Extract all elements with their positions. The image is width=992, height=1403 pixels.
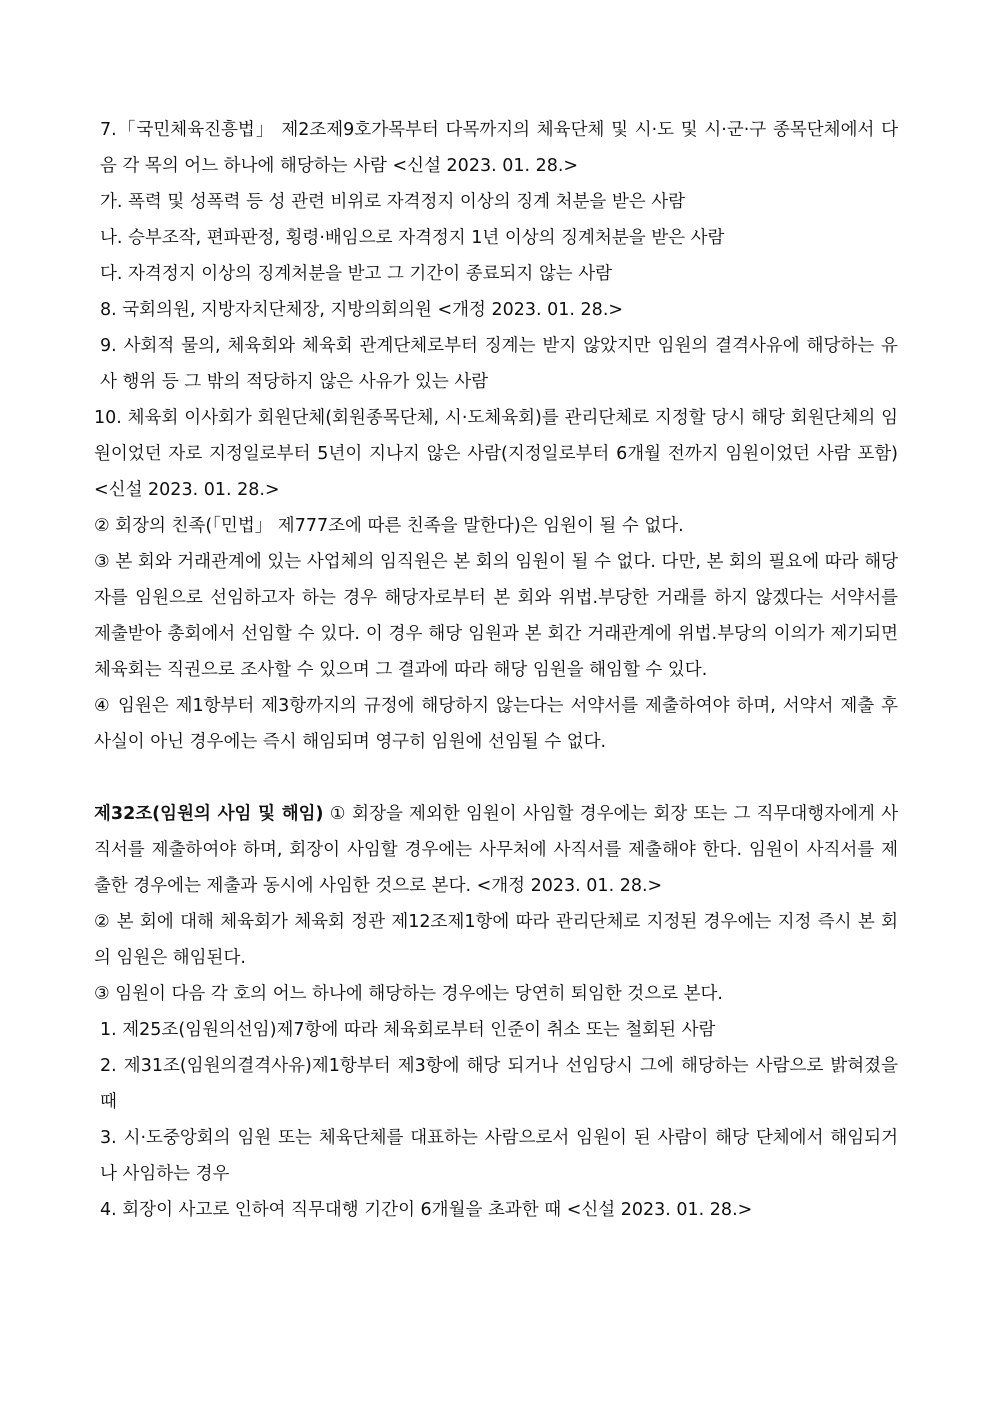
item-9: 9. 사회적 물의, 체육회와 체육회 관계단체로부터 징계는 받지 않았지만 임원의 결격사유에 해당하는 유사 행위 등 그 밖의 적당하지 않은 사유가 있는 사람 [100, 336, 898, 392]
article-32-heading: 제32조(임원의 사임 및 해임) [94, 804, 324, 824]
article-32-item-2: 2. 제31조(임원의결격사유)제1항부터 제3항에 해당 되거나 선임당시 그에 해당하는 사람으로 밝혀졌을 때 [100, 1056, 898, 1112]
clause-4: ④ 임원은 제1항부터 제3항까지의 규정에 해당하지 않는다는 서약서를 제출하여야 하며, 서약서 제출 후 사실이 아닌 경우에는 즉시 해임되며 영구히 임원에 선임될 수 없다. [94, 696, 898, 752]
sub-item-na: 나. 승부조작, 편파판정, 횡령·배임으로 자격정지 1년 이상의 징계처분을 받은 사람 [100, 228, 725, 248]
item-7: 7.「국민체육진흥법」 제2조제9호가목부터 다목까지의 체육단체 및 시·도 및 시·군·구 종목단체에서 다음 각 목의 어느 하나에 해당하는 사람 <신설 2023. 01. 28.> [100, 120, 898, 176]
article-32-clause-1-text: ① 회장을 제외한 임원이 사임할 경우에는 회장 또는 그 직무대행자에게 사직서를 제출하여야 하며, 회장이 사임할 경우에는 사무처에 사직서를 제출해야 한다. 임원이 사직서를 제출한 경우에는 제출과 동시에 사임한 것으로 본다. <개정 2023. 01. 28.> [94, 804, 898, 896]
article-32-item-1: 1. 제25조(임원의선임)제7항에 따라 체육회로부터 인준이 취소 또는 철회된 사람 [100, 1020, 716, 1040]
clause-2: ② 회장의 친족(「민법」 제777조에 따른 친족을 말한다)은 임원이 될 수 없다. [94, 516, 684, 536]
sub-item-ga: 가. 폭력 및 성폭력 등 성 관련 비위로 자격정지 이상의 징계 처분을 받은 사람 [100, 192, 686, 212]
sub-item-da: 다. 자격정지 이상의 징계처분을 받고 그 기간이 종료되지 않는 사람 [100, 264, 613, 284]
article-32-clause-1 [94, 796, 898, 904]
document-page [94, 112, 898, 1228]
paragraph-gap [94, 760, 898, 796]
article-32-clause-3: ③ 임원이 다음 각 호의 어느 하나에 해당하는 경우에는 당연히 퇴임한 것으로 본다. [94, 984, 723, 1004]
article-32-clause-2: ② 본 회에 대해 체육회가 체육회 정관 제12조제1항에 따라 관리단체로 지정된 경우에는 지정 즉시 본 회의 임원은 해임된다. [94, 912, 898, 968]
clause-3: ③ 본 회와 거래관계에 있는 사업체의 임직원은 본 회의 임원이 될 수 없다. 다만, 본 회의 필요에 따라 해당자를 임원으로 선임하고자 하는 경우 해당자로부터 본 회와 위법.부당한 거래를 하지 않겠다는 서약서를 제출받아 총회에서 선임할 수 있다. 이 경우 해당 임원과 본 회간 거래관계에 위법.부당의 이의가 제기되면 체육회는 직권으로 조사할 수 있으며 그 결과에 따라 해당 임원을 해임할 수 있다. [94, 552, 898, 680]
item-8: 8. 국회의원, 지방자치단체장, 지방의회의원 <개정 2023. 01. 28.> [100, 300, 624, 320]
article-32-item-3: 3. 시·도중앙회의 임원 또는 체육단체를 대표하는 사람으로서 임원이 된 사람이 해당 단체에서 해임되거나 사임하는 경우 [100, 1128, 898, 1184]
article-32-item-4: 4. 회장이 사고로 인하여 직무대행 기간이 6개월을 초과한 때 <신설 2023. 01. 28.> [100, 1200, 753, 1220]
item-10: 10. 체육회 이사회가 회원단체(회원종목단체, 시·도체육회)를 관리단체로 지정할 당시 해당 회원단체의 임원이었던 자로 지정일로부터 5년이 지나지 않은 사람(지정일로부터 6개월 전까지 임원이었던 사람 포함) <신설 2023. 01. 28.> [94, 408, 898, 500]
